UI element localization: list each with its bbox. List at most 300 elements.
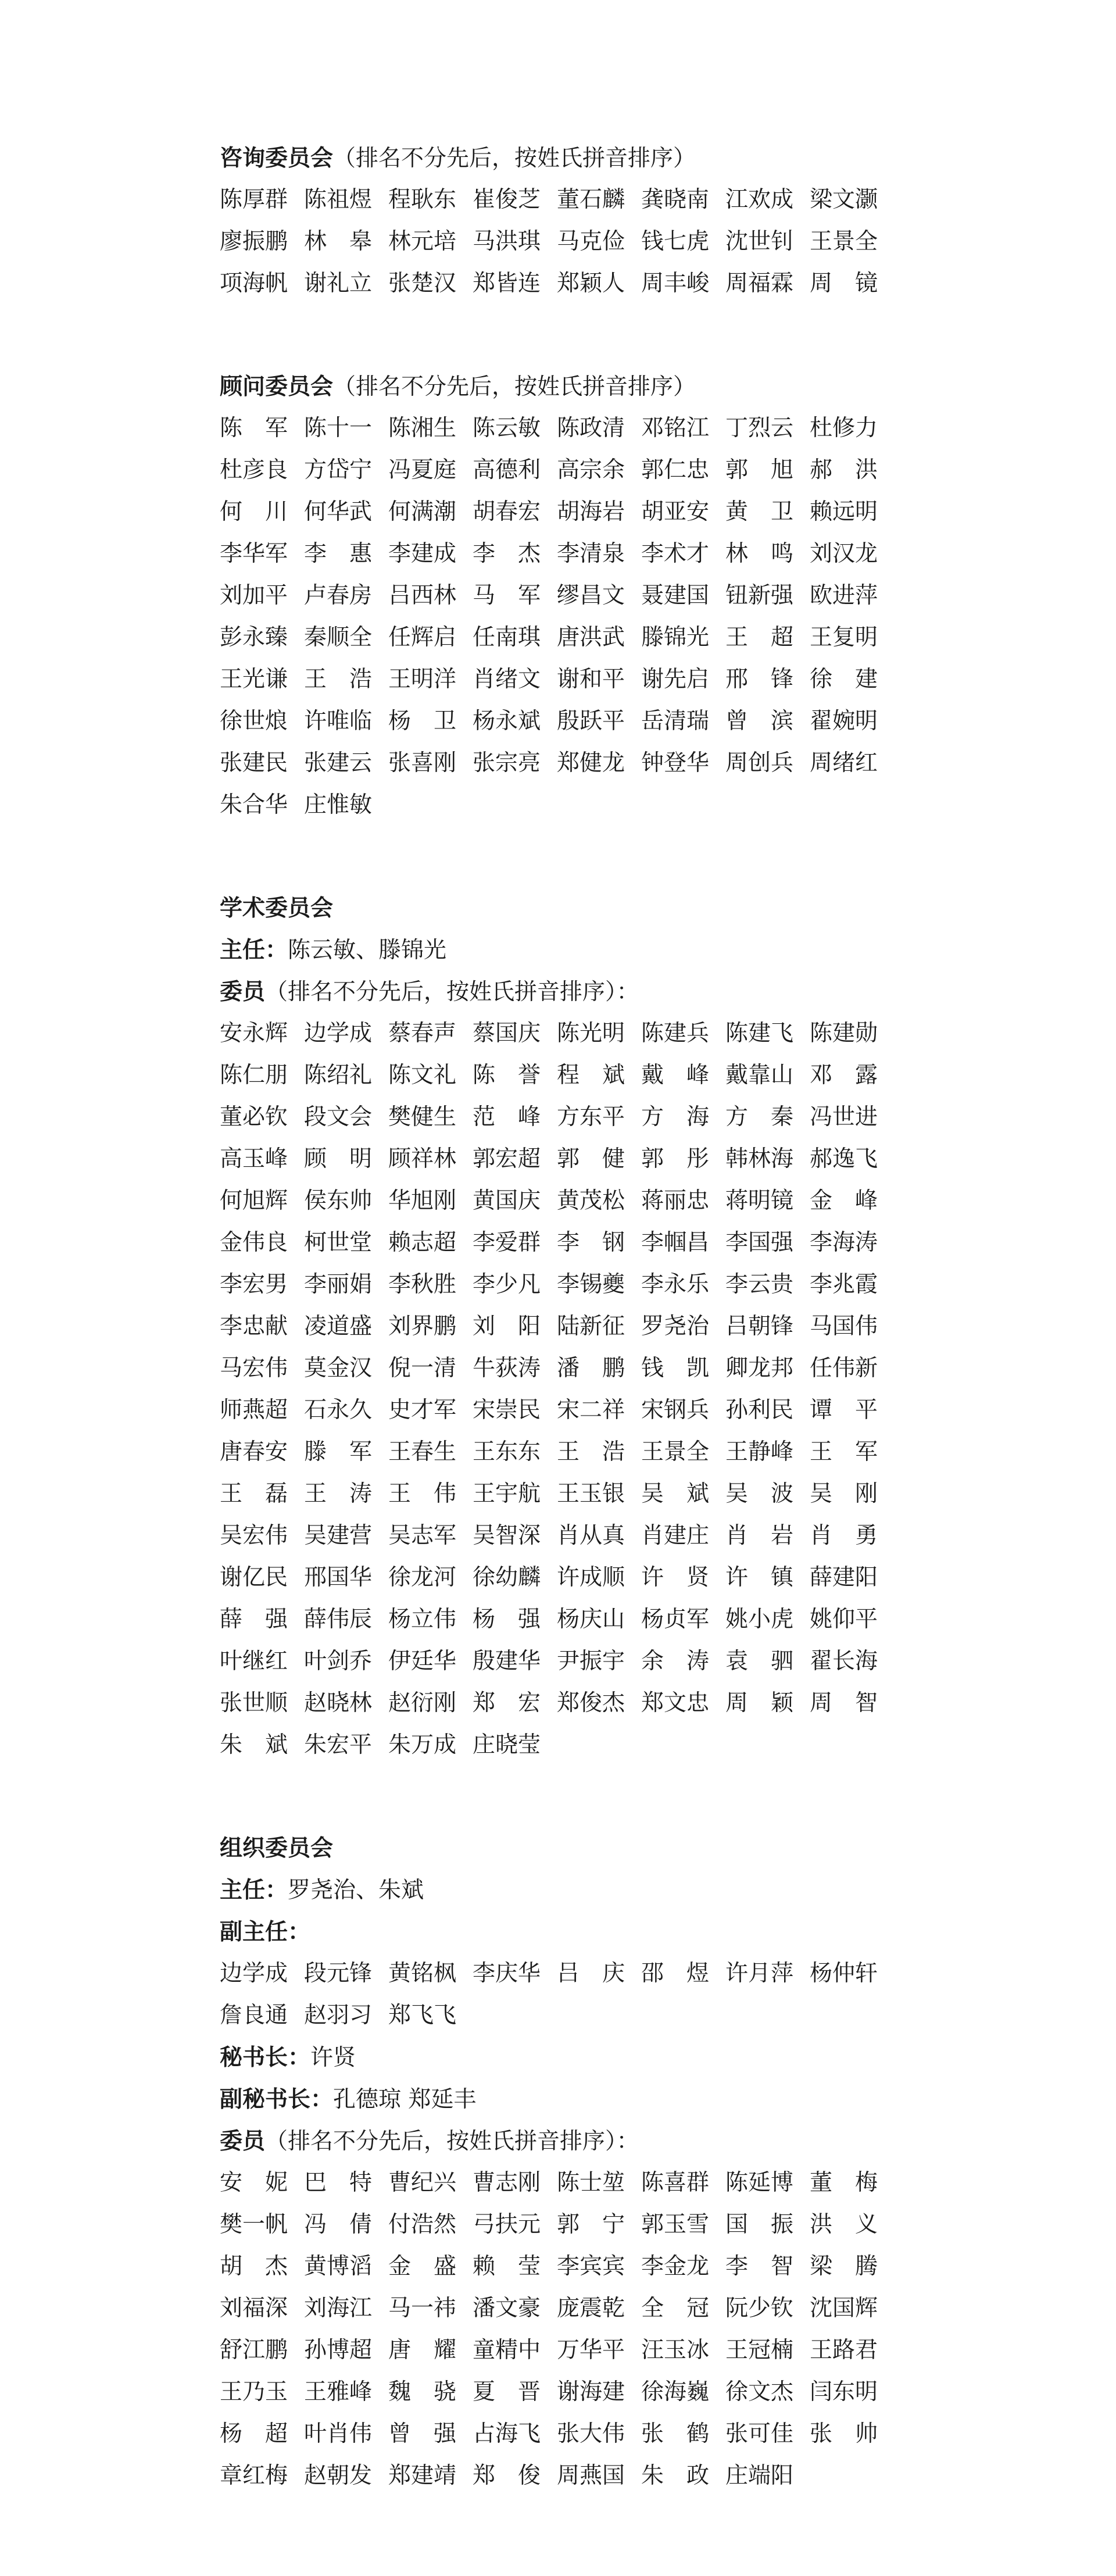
member-name: 李金龙: [641, 2253, 710, 2280]
member-name: 付浩然: [388, 2211, 457, 2238]
chair-label: 主任：: [220, 937, 288, 963]
member-name: 谢先启: [641, 666, 710, 692]
member-name: 程耿东: [388, 187, 457, 213]
member-name: 冯夏庭: [388, 457, 457, 483]
member-name: 陈湘生: [388, 415, 457, 441]
member-name: 杨 强: [473, 1606, 541, 1632]
member-name: 朱合华: [220, 792, 288, 818]
member-name: 何旭辉: [220, 1188, 288, 1214]
member-name: 安永辉: [220, 1020, 288, 1046]
member-name: 张 鹤: [641, 2421, 710, 2447]
member-name: 万华平: [557, 2337, 625, 2363]
member-name: 董必钦: [220, 1104, 288, 1130]
member-name: 薛建阳: [810, 1564, 878, 1591]
academic-committee-heading: [220, 887, 894, 929]
member-name: 王 超: [725, 624, 794, 651]
member-name: 项海帆: [220, 270, 288, 296]
member-name: 刘加平: [220, 583, 288, 609]
member-name: 宋钢兵: [641, 1397, 710, 1423]
member-name: 马一祎: [388, 2295, 457, 2321]
member-name: 顾祥林: [388, 1146, 457, 1172]
member-name: 金 盛: [388, 2253, 457, 2280]
member-name: 朱万成: [388, 1732, 457, 1758]
member-name: 方 秦: [725, 1104, 794, 1130]
member-name: 殷跃平: [557, 708, 625, 734]
member-name: 弓扶元: [473, 2211, 541, 2238]
member-name: 谢海建: [557, 2379, 625, 2405]
consultant-committee-heading: [220, 366, 894, 408]
member-name: 陈绍礼: [304, 1062, 373, 1088]
member-name: 王 涛: [304, 1481, 373, 1507]
name-grid: [220, 1953, 894, 2036]
member-name: 童精中: [473, 2337, 541, 2363]
member-name: 梁文灏: [810, 187, 878, 213]
member-name: 马 军: [473, 583, 541, 609]
section-title: 学术委员会: [220, 895, 334, 921]
deputy-secretary-label: 副秘书长：: [220, 2086, 334, 2113]
member-name: 任辉启: [388, 624, 457, 651]
member-name: 李 惠: [304, 541, 373, 567]
member-name: 秦顺全: [304, 624, 373, 651]
member-name: 吴宏伟: [220, 1523, 288, 1549]
member-name: 李忠献: [220, 1313, 288, 1339]
member-name: 韩林海: [725, 1146, 794, 1172]
member-name: 钮新强: [725, 583, 794, 609]
member-name: 马克俭: [557, 228, 625, 255]
member-name: 陈光明: [557, 1020, 625, 1046]
member-name: 柯世堂: [304, 1230, 373, 1256]
member-name: 岳清瑞: [641, 708, 710, 734]
member-name: 郑文忠: [641, 1690, 710, 1716]
member-name: 方 海: [641, 1104, 710, 1130]
members-note: （排名不分先后，按姓氏拼音排序）：: [265, 979, 639, 1005]
chair-line: [220, 929, 894, 971]
member-name: 张世顺: [220, 1690, 288, 1716]
member-name: 郭 健: [557, 1146, 625, 1172]
member-name: 曾 滨: [725, 708, 794, 734]
member-name: 叶肖伟: [304, 2421, 373, 2447]
member-name: 翟长海: [810, 1648, 878, 1674]
member-name: 郑健龙: [557, 750, 625, 776]
member-name: 王复明: [810, 624, 878, 651]
member-name: 梁 腾: [810, 2253, 878, 2280]
member-name: 朱宏平: [304, 1732, 373, 1758]
section-note: （排名不分先后，按姓氏拼音排序）: [333, 374, 696, 400]
member-name: 郑 宏: [473, 1690, 541, 1716]
member-name: 李宏男: [220, 1271, 288, 1298]
member-name: 彭永臻: [220, 624, 288, 651]
member-name: 徐 建: [810, 666, 878, 692]
members-line: [220, 971, 894, 1013]
academic-committee-section: [220, 887, 894, 1766]
member-name: 顾 明: [304, 1146, 373, 1172]
member-name: 王乃玉: [220, 2379, 288, 2405]
member-name: 郭玉雪: [641, 2211, 710, 2238]
member-name: 殷建华: [473, 1648, 541, 1674]
member-name: 高宗余: [557, 457, 625, 483]
member-name: 薛伟辰: [304, 1606, 373, 1632]
member-name: 卿龙邦: [725, 1355, 794, 1381]
member-name: 全 冠: [641, 2295, 710, 2321]
section-note: （排名不分先后，按姓氏拼音排序）: [333, 145, 696, 172]
name-grid: [220, 408, 894, 826]
member-name: 吕西林: [388, 583, 457, 609]
member-name: 杜修力: [810, 415, 878, 441]
member-name: 郭 彤: [641, 1146, 710, 1172]
member-name: 邢国华: [304, 1564, 373, 1591]
member-name: 唐 耀: [388, 2337, 457, 2363]
member-name: 吴建营: [304, 1523, 373, 1549]
member-name: 郑飞飞: [388, 2002, 457, 2028]
member-name: 吕 庆: [557, 1960, 625, 1987]
member-name: 马国伟: [810, 1313, 878, 1339]
member-name: 谢和平: [557, 666, 625, 692]
member-name: 倪一清: [388, 1355, 457, 1381]
section-title: 咨询委员会: [220, 145, 334, 172]
member-name: 陈云敏: [473, 415, 541, 441]
member-name: 高玉峰: [220, 1146, 288, 1172]
member-name: 刘汉龙: [810, 541, 878, 567]
member-name: 王光谦: [220, 666, 288, 692]
member-name: 杨永斌: [473, 708, 541, 734]
member-name: 肖 岩: [725, 1523, 794, 1549]
member-name: 杨立伟: [388, 1606, 457, 1632]
member-name: 谢礼立: [304, 270, 373, 296]
member-name: 金伟良: [220, 1230, 288, 1256]
member-name: 陈政清: [557, 415, 625, 441]
member-name: 李爱群: [473, 1230, 541, 1256]
member-name: 袁 驷: [725, 1648, 794, 1674]
member-name: 李兆霞: [810, 1271, 878, 1298]
member-name: 张建云: [304, 750, 373, 776]
member-name: 肖从真: [557, 1523, 625, 1549]
member-name: 欧进萍: [810, 583, 878, 609]
member-name: 王雅峰: [304, 2379, 373, 2405]
member-name: 吴 刚: [810, 1481, 878, 1507]
member-name: 罗尧治: [641, 1313, 710, 1339]
member-name: 王 磊: [220, 1481, 288, 1507]
member-name: 胡海岩: [557, 499, 625, 525]
member-name: 巴 特: [304, 2170, 373, 2196]
member-name: 叶继红: [220, 1648, 288, 1674]
member-name: 洪 义: [810, 2211, 878, 2238]
member-name: 庄惟敏: [304, 792, 373, 818]
member-name: 周 镜: [810, 270, 878, 296]
member-name: 丁烈云: [725, 415, 794, 441]
section-title: 顾问委员会: [220, 373, 334, 400]
member-name: 侯东帅: [304, 1188, 373, 1214]
member-name: 胡 杰: [220, 2253, 288, 2280]
member-name: 周燕国: [557, 2463, 625, 2489]
member-name: 李丽娟: [304, 1271, 373, 1298]
name-grid: [220, 179, 894, 305]
member-name: 陈建勋: [810, 1020, 878, 1046]
member-name: 王玉银: [557, 1481, 625, 1507]
member-name: 郑颖人: [557, 270, 625, 296]
member-name: 邓铭江: [641, 415, 710, 441]
member-name: 赖 莹: [473, 2253, 541, 2280]
member-name: 华旭刚: [388, 1188, 457, 1214]
member-name: 陈 军: [220, 415, 288, 441]
member-name: 张可佳: [725, 2421, 794, 2447]
member-name: 夏 晋: [473, 2379, 541, 2405]
member-name: 李少凡: [473, 1271, 541, 1298]
member-name: 唐春安: [220, 1439, 288, 1465]
member-name: 李秋胜: [388, 1271, 457, 1298]
member-name: 何华武: [304, 499, 373, 525]
member-name: 胡春宏: [473, 499, 541, 525]
name-grid: [220, 2162, 894, 2497]
advisory-committee-section: [220, 137, 894, 305]
member-name: 潘 鹏: [557, 1355, 625, 1381]
member-name: 唐洪武: [557, 624, 625, 651]
member-name: 尹振宇: [557, 1648, 625, 1674]
member-name: 段元锋: [304, 1960, 373, 1987]
member-name: 庄端阳: [725, 2463, 794, 2489]
members-note: （排名不分先后，按姓氏拼音排序）：: [265, 2128, 639, 2155]
member-name: 凌道盛: [304, 1313, 373, 1339]
chair-label: 主任：: [220, 1877, 288, 1903]
member-name: 杨仲轩: [810, 1960, 878, 1987]
member-name: 吴智深: [473, 1523, 541, 1549]
member-name: 叶剑乔: [304, 1648, 373, 1674]
member-name: 樊一帆: [220, 2211, 288, 2238]
member-name: 舒江鹏: [220, 2337, 288, 2363]
member-name: 许成顺: [557, 1564, 625, 1591]
member-name: 樊健生: [388, 1104, 457, 1130]
secretary-line: [220, 2036, 894, 2078]
member-name: 徐海巍: [641, 2379, 710, 2405]
member-name: 张建民: [220, 750, 288, 776]
member-name: 李 杰: [473, 541, 541, 567]
member-name: 许月萍: [725, 1960, 794, 1987]
member-name: 王静峰: [725, 1439, 794, 1465]
member-name: 庞震乾: [557, 2295, 625, 2321]
member-name: 王景全: [641, 1439, 710, 1465]
member-name: 卢春房: [304, 583, 373, 609]
member-name: 李建成: [388, 541, 457, 567]
member-name: 赵衍刚: [388, 1690, 457, 1716]
member-name: 邢 锋: [725, 666, 794, 692]
member-name: 董石麟: [557, 187, 625, 213]
member-name: 徐幼麟: [473, 1564, 541, 1591]
member-name: 陈 誉: [473, 1062, 541, 1088]
member-name: 余 涛: [641, 1648, 710, 1674]
member-name: 边学成: [220, 1960, 288, 1987]
member-name: 周创兵: [725, 750, 794, 776]
member-name: 崔俊芝: [473, 187, 541, 213]
member-name: 占海飞: [473, 2421, 541, 2447]
member-name: 李宾宾: [557, 2253, 625, 2280]
member-name: 闫东明: [810, 2379, 878, 2405]
member-name: 刘福深: [220, 2295, 288, 2321]
member-name: 吴 波: [725, 1481, 794, 1507]
member-name: 徐龙河: [388, 1564, 457, 1591]
member-name: 周 智: [810, 1690, 878, 1716]
member-name: 冯 倩: [304, 2211, 373, 2238]
member-name: 国 振: [725, 2211, 794, 2238]
member-name: 曹纪兴: [388, 2170, 457, 2196]
member-name: 刘界鹏: [388, 1313, 457, 1339]
member-name: 方岱宁: [304, 457, 373, 483]
member-name: 林 皋: [304, 228, 373, 255]
member-name: 滕锦光: [641, 624, 710, 651]
member-name: 肖绪文: [473, 666, 541, 692]
member-name: 王冠楠: [725, 2337, 794, 2363]
member-name: 马洪琪: [473, 228, 541, 255]
member-name: 范 峰: [473, 1104, 541, 1130]
member-name: 蔡春声: [388, 1020, 457, 1046]
member-name: 郝 洪: [810, 457, 878, 483]
member-name: 蒋丽忠: [641, 1188, 710, 1214]
member-name: 石永久: [304, 1397, 373, 1423]
members-line: [220, 2120, 894, 2162]
member-name: 张 帅: [810, 2421, 878, 2447]
member-name: 詹良通: [220, 2002, 288, 2028]
chair-value: 罗尧治、朱斌: [288, 1877, 424, 1903]
organizing-committee-section: [220, 1827, 894, 2497]
member-name: 姚仰平: [810, 1606, 878, 1632]
member-name: 黄铭枫: [388, 1960, 457, 1987]
member-name: 程 斌: [557, 1062, 625, 1088]
member-name: 庄晓莹: [473, 1732, 541, 1758]
member-name: 王景全: [810, 228, 878, 255]
member-name: 薛 强: [220, 1606, 288, 1632]
member-name: 谢亿民: [220, 1564, 288, 1591]
deputy-secretary-value: 孔德琼 郑延丰: [333, 2086, 477, 2113]
member-name: 方东平: [557, 1104, 625, 1130]
member-name: 王春生: [388, 1439, 457, 1465]
member-name: 周丰峻: [641, 270, 710, 296]
member-name: 张宗亮: [473, 750, 541, 776]
member-name: 边学成: [304, 1020, 373, 1046]
member-name: 董 梅: [810, 2170, 878, 2196]
member-name: 莫金汉: [304, 1355, 373, 1381]
vice-chair-label: 副主任：: [220, 1918, 311, 1945]
member-name: 王宇航: [473, 1481, 541, 1507]
member-name: 戴靠山: [725, 1062, 794, 1088]
member-name: 赵晓林: [304, 1690, 373, 1716]
member-name: 曹志刚: [473, 2170, 541, 2196]
member-name: 李锡夔: [557, 1271, 625, 1298]
member-name: 吕朝锋: [725, 1313, 794, 1339]
member-name: 周绪红: [810, 750, 878, 776]
member-name: 钱七虎: [641, 228, 710, 255]
member-name: 安 妮: [220, 2170, 288, 2196]
member-name: 杜彦良: [220, 457, 288, 483]
member-name: 李永乐: [641, 1271, 710, 1298]
member-name: 郑 俊: [473, 2463, 541, 2489]
member-name: 陈文礼: [388, 1062, 457, 1088]
member-name: 张楚汉: [388, 270, 457, 296]
member-name: 姚小虎: [725, 1606, 794, 1632]
member-name: 李帼昌: [641, 1230, 710, 1256]
member-name: 郭仁忠: [641, 457, 710, 483]
member-name: 金 峰: [810, 1188, 878, 1214]
chair-value: 陈云敏、滕锦光: [288, 937, 447, 963]
member-name: 陈厚群: [220, 187, 288, 213]
member-name: 李清泉: [557, 541, 625, 567]
member-name: 黄 卫: [725, 499, 794, 525]
member-name: 沈世钊: [725, 228, 794, 255]
member-name: 赖志超: [388, 1230, 457, 1256]
member-name: 徐文杰: [725, 2379, 794, 2405]
member-name: 杨贞军: [641, 1606, 710, 1632]
member-name: 郑建靖: [388, 2463, 457, 2489]
member-name: 孙利民: [725, 1397, 794, 1423]
consultant-committee-section: [220, 366, 894, 826]
member-name: 黄国庆: [473, 1188, 541, 1214]
member-name: 邓 露: [810, 1062, 878, 1088]
member-name: 任南琪: [473, 624, 541, 651]
member-name: 邵 煜: [641, 1960, 710, 1987]
member-name: 李海涛: [810, 1230, 878, 1256]
member-name: 段文会: [304, 1104, 373, 1130]
member-name: 刘 阳: [473, 1313, 541, 1339]
member-name: 黄茂松: [557, 1188, 625, 1214]
member-name: 章红梅: [220, 2463, 288, 2489]
member-name: 陈喜群: [641, 2170, 710, 2196]
member-name: 陈仁朋: [220, 1062, 288, 1088]
member-name: 李华军: [220, 541, 288, 567]
member-name: 陈十一: [304, 415, 373, 441]
member-name: 王路君: [810, 2337, 878, 2363]
member-name: 聂建国: [641, 583, 710, 609]
member-name: 陈建兵: [641, 1020, 710, 1046]
member-name: 伊廷华: [388, 1648, 457, 1674]
member-name: 朱 斌: [220, 1732, 288, 1758]
member-name: 郝逸飞: [810, 1146, 878, 1172]
member-name: 钟登华: [641, 750, 710, 776]
member-name: 赵羽习: [304, 2002, 373, 2028]
member-name: 王东东: [473, 1439, 541, 1465]
member-name: 谭 平: [810, 1397, 878, 1423]
member-name: 郭宏超: [473, 1146, 541, 1172]
member-name: 朱 政: [641, 2463, 710, 2489]
member-name: 廖振鹏: [220, 228, 288, 255]
member-name: 许 镇: [725, 1564, 794, 1591]
member-name: 魏 骁: [388, 2379, 457, 2405]
member-name: 何满潮: [388, 499, 457, 525]
member-name: 林 鸣: [725, 541, 794, 567]
members-label: 委员: [220, 2128, 266, 2155]
member-name: 郭 旭: [725, 457, 794, 483]
member-name: 杨 超: [220, 2421, 288, 2447]
member-name: 阮少钦: [725, 2295, 794, 2321]
member-name: 赵朝发: [304, 2463, 373, 2489]
member-name: 王 军: [810, 1439, 878, 1465]
member-name: 吴志军: [388, 1523, 457, 1549]
name-grid: [220, 1013, 894, 1766]
member-name: 王明洋: [388, 666, 457, 692]
member-name: 牛荻涛: [473, 1355, 541, 1381]
member-name: 史才军: [388, 1397, 457, 1423]
member-name: 许唯临: [304, 708, 373, 734]
member-name: 陆新征: [557, 1313, 625, 1339]
member-name: 林元培: [388, 228, 457, 255]
member-name: 宋二祥: [557, 1397, 625, 1423]
member-name: 翟婉明: [810, 708, 878, 734]
member-name: 冯世进: [810, 1104, 878, 1130]
member-name: 黄博滔: [304, 2253, 373, 2280]
member-name: 陈延博: [725, 2170, 794, 2196]
member-name: 周福霖: [725, 270, 794, 296]
member-name: 李 钢: [557, 1230, 625, 1256]
member-name: 曾 强: [388, 2421, 457, 2447]
member-name: 潘文豪: [473, 2295, 541, 2321]
member-name: 宋崇民: [473, 1397, 541, 1423]
member-name: 缪昌文: [557, 583, 625, 609]
